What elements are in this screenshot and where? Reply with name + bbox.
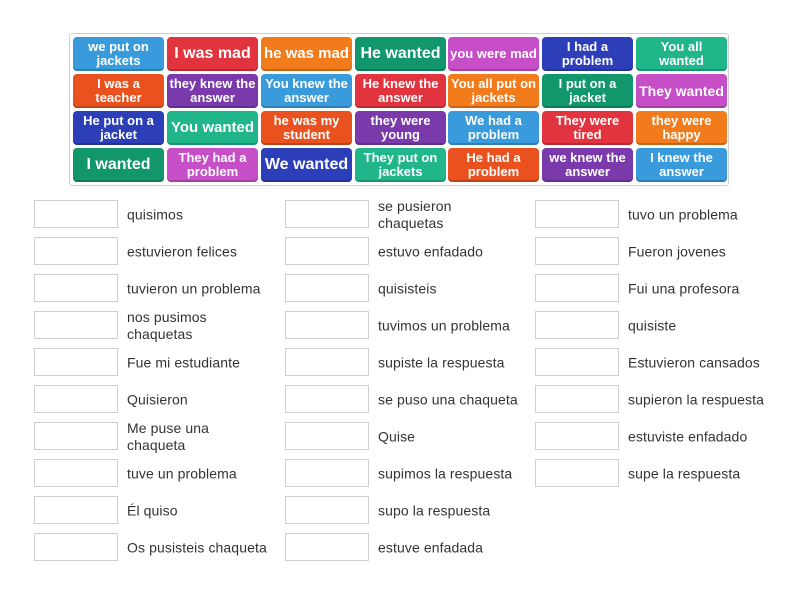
spanish-phrase: Fueron jovenes (628, 243, 726, 260)
answer-tile[interactable] (167, 74, 258, 108)
spanish-phrase: Él quiso (127, 502, 178, 519)
drop-target[interactable] (34, 422, 118, 450)
answer-tile[interactable] (261, 74, 352, 108)
answer-tile[interactable] (448, 37, 539, 71)
tile-text: He had a problem (466, 150, 521, 179)
tile-text: I was a teacher (95, 76, 142, 105)
tile-text: We had a problem (465, 113, 522, 142)
tile-text: they were young (370, 113, 431, 142)
answer-tile[interactable] (73, 111, 164, 145)
answer-tile[interactable] (542, 111, 633, 145)
spanish-phrase: Estuvieron cansados (628, 354, 760, 371)
drop-target[interactable] (34, 200, 118, 228)
spanish-phrase: Quise (378, 428, 416, 445)
spanish-phrase: Os pusisteis chaqueta (127, 539, 267, 556)
drop-target[interactable] (285, 533, 369, 561)
drop-target[interactable] (285, 348, 369, 376)
tile-text: They wanted (639, 83, 724, 99)
answer-tile[interactable] (261, 148, 352, 182)
tile-text: I put on a jacket (558, 76, 617, 105)
tile-text: we knew the answer (549, 150, 626, 179)
answer-tile[interactable] (73, 148, 164, 182)
drop-target[interactable] (535, 348, 619, 376)
tile-text: He wanted (360, 45, 441, 62)
spanish-phrase: quisiste (628, 317, 677, 334)
spanish-phrase: Fui una profesora (628, 280, 740, 297)
answer-tile[interactable] (636, 74, 727, 108)
tile-text: He put on a jacket (83, 113, 154, 142)
tile-text: You all wanted (659, 39, 704, 68)
answer-tile[interactable] (167, 37, 258, 71)
drop-target[interactable] (34, 496, 118, 524)
spanish-phrase: estuvieron felices (127, 243, 237, 260)
tile-text: They put on jackets (363, 150, 438, 179)
answer-tile[interactable] (167, 111, 258, 145)
tile-text: You wanted (170, 119, 255, 136)
spanish-phrase: tuvieron un problema (127, 280, 261, 297)
tile-text: We wanted (264, 156, 349, 173)
spanish-phrase: se pusieron chaquetas (378, 198, 452, 231)
answer-tile[interactable] (542, 148, 633, 182)
spanish-phrase: supieron la respuesta (628, 391, 764, 408)
answer-tile[interactable] (73, 37, 164, 71)
drop-target[interactable] (535, 237, 619, 265)
spanish-phrase: supimos la respuesta (378, 465, 513, 482)
drop-target[interactable] (285, 459, 369, 487)
tile-text: you were mad (450, 46, 537, 61)
drop-target[interactable] (285, 274, 369, 302)
answer-tile[interactable] (73, 74, 164, 108)
drop-target[interactable] (285, 200, 369, 228)
answer-tile[interactable] (542, 37, 633, 71)
spanish-phrase: se puso una chaqueta (378, 391, 518, 408)
tile-text: They were tired (555, 113, 620, 142)
answer-tile[interactable] (636, 111, 727, 145)
spanish-phrase: Fue mi estudiante (127, 354, 240, 371)
answer-tile[interactable] (261, 37, 352, 71)
tile-text: I had a problem (561, 39, 614, 68)
answer-tile[interactable] (355, 74, 446, 108)
drop-target[interactable] (34, 385, 118, 413)
tile-text: I wanted (86, 156, 151, 173)
answer-tile[interactable] (542, 74, 633, 108)
drop-target[interactable] (34, 533, 118, 561)
tile-text: He knew the answer (362, 76, 439, 105)
tile-text: they knew the answer (169, 76, 256, 105)
spanish-phrase: supo la respuesta (378, 502, 491, 519)
drop-target[interactable] (535, 385, 619, 413)
spanish-phrase: supe la respuesta (628, 465, 741, 482)
drop-target[interactable] (535, 311, 619, 339)
answer-tile[interactable] (167, 148, 258, 182)
tile-text: You knew the answer (265, 76, 348, 105)
tile-text: I knew the answer (650, 150, 713, 179)
spanish-phrase: Me puse una chaqueta (127, 420, 210, 453)
drop-target[interactable] (285, 311, 369, 339)
spanish-phrase: tuvo un problema (628, 206, 738, 223)
answer-tile[interactable] (448, 74, 539, 108)
tile-text: they were happy (651, 113, 712, 142)
tile-text: They had a problem (178, 150, 247, 179)
spanish-phrase: Quisieron (127, 391, 188, 408)
spanish-phrase: estuviste enfadado (628, 428, 748, 445)
tile-text: we put on jackets (88, 39, 149, 68)
drop-target[interactable] (285, 385, 369, 413)
answer-tile[interactable] (448, 148, 539, 182)
answer-tile[interactable] (636, 37, 727, 71)
drop-target[interactable] (535, 459, 619, 487)
spanish-phrase: quisimos (127, 206, 184, 223)
answer-tile[interactable] (355, 37, 446, 71)
drop-target[interactable] (535, 200, 619, 228)
drop-target[interactable] (285, 237, 369, 265)
drop-target[interactable] (34, 237, 118, 265)
answer-tile[interactable] (636, 148, 727, 182)
spanish-phrase: estuvo enfadado (378, 243, 484, 260)
spanish-phrase: supiste la respuesta (378, 354, 505, 371)
drop-target[interactable] (285, 422, 369, 450)
drop-target[interactable] (34, 274, 118, 302)
tile-text: I was mad (174, 45, 251, 62)
answer-tile[interactable] (448, 111, 539, 145)
spanish-phrase: tuvimos un problema (378, 317, 510, 334)
spanish-phrase: nos pusimos chaquetas (127, 309, 207, 342)
answer-tile[interactable] (355, 148, 446, 182)
spanish-phrase: tuve un problema (127, 465, 237, 482)
answer-tile[interactable] (355, 111, 446, 145)
drop-target[interactable] (535, 274, 619, 302)
drop-target[interactable] (34, 348, 118, 376)
tile-text: You all put on jackets (451, 76, 536, 105)
tile-text: he was my student (273, 113, 340, 142)
drop-target[interactable] (285, 496, 369, 524)
tile-text: he was mad (263, 45, 350, 62)
drop-target[interactable] (34, 311, 118, 339)
spanish-phrase: quisisteis (378, 280, 437, 297)
drop-target[interactable] (34, 459, 118, 487)
spanish-phrase: estuve enfadada (378, 539, 484, 556)
answer-tile[interactable] (261, 111, 352, 145)
drop-target[interactable] (535, 422, 619, 450)
